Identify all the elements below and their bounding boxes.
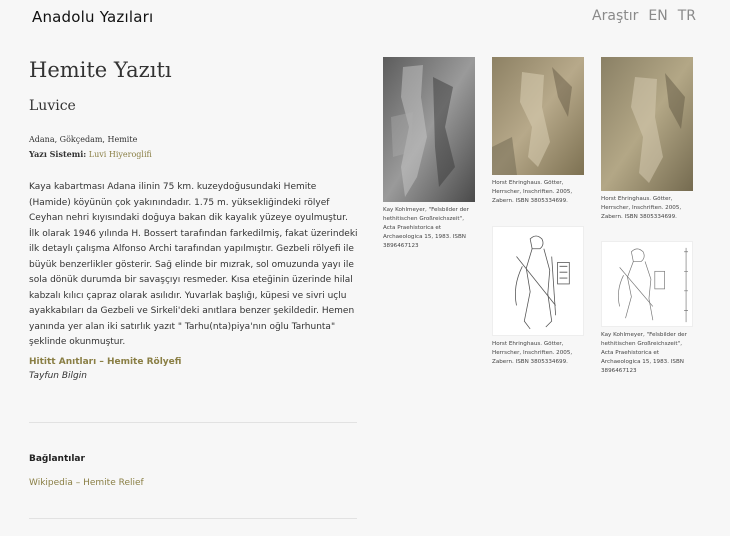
relief-drawing[interactable] [492, 226, 584, 336]
gallery-item[interactable] [383, 57, 478, 251]
top-bar [0, 0, 730, 36]
wikipedia-link[interactable]: Wikipedia – Hemite Relief [29, 478, 144, 488]
gallery-item[interactable] [492, 57, 587, 206]
content-column [29, 58, 359, 488]
gallery-item[interactable] [601, 241, 696, 376]
script-line [29, 147, 359, 162]
image-caption: Kay Kohlmeyer, "Felsbilder der hethitischen Großreichszeit", Acta Praehistorica et Archaeologica 15, 1983. ISBN 3896467123 [601, 332, 687, 374]
divider [29, 518, 357, 519]
image-caption: Horst Ehringhaus. Götter, Herrscher, Inschriften. 2005, Zabern. ISBN 3805334699. [601, 196, 682, 220]
script-link[interactable]: Luvi Hiyeroglifi [88, 150, 152, 159]
script-label: Yazı Sistemi: [29, 149, 87, 159]
location-text: Adana, Gökçedam, Hemite [29, 135, 138, 144]
page-title: Hemite Yazıtı [29, 58, 172, 82]
image-caption: Horst Ehringhaus. Götter, Herrscher, Inschriften. 2005, Zabern. ISBN 3805334699. [492, 341, 573, 365]
language-label: Luvice [29, 98, 76, 114]
author-name: Tayfun Bilgin [29, 370, 87, 381]
divider [29, 422, 357, 423]
meta-block [29, 133, 359, 162]
relief-drawing[interactable] [601, 241, 693, 327]
reference-link[interactable]: Hititt Anıtları – Hemite Rölyefi [29, 356, 182, 367]
lang-tr-link[interactable]: TR [677, 8, 696, 24]
image-caption: Kay Kohlmeyer, "Felsbilder der hethitischen Großreichszeit", Acta Praehistorica et Archaeologica 15, 1983. ISBN 3896467123 [383, 207, 469, 249]
lang-en-link[interactable]: EN [648, 8, 668, 24]
top-nav [592, 8, 696, 24]
relief-photo-color[interactable] [601, 57, 693, 191]
image-caption: Horst Ehringhaus. Götter, Herrscher, Inschriften. 2005, Zabern. ISBN 3805334699. [492, 180, 573, 204]
links-heading: Bağlantılar [29, 454, 85, 464]
search-link[interactable]: Araştır [592, 8, 639, 24]
gallery-item[interactable] [601, 57, 696, 222]
relief-photo-bw[interactable] [383, 57, 475, 202]
site-title[interactable]: Anadolu Yazıları [32, 8, 154, 26]
gallery-item[interactable] [492, 226, 587, 367]
relief-photo-color[interactable] [492, 57, 584, 175]
description-text: Kaya kabartması Adana ilinin 75 km. kuzeydoğusundaki Hemite (Hamide) köyünün çok yakınındadır. 1.75 m. yüksekliğindeki rölyef Ceyhan nehri kıyısındaki doğuya bakan dik kayalık yüzeye oyulmuştur. İlk olarak 1946 yılında H. Bossert tarafından farkedilmiş, fakat üzerindeki ilk detaylı çalışma Alfonso Archi tarafından yapılmıştır. Gezbeli rölyefi ile büyük benzerlikler gösterir. Sağ elinde bir mızrak, sol omuzunda yayı ile sola dönük durumda bir savaşçıyı resmeder. Kısa eteğinin üzerinde hilal kabzalı kılıcı çapraz olarak asılıdır. Yuvarlak başlığı, küpesi ve sivri uçlu ayakkabıları da Gezbeli ve Sirkeli'deki anıtlara benzer şekildedir. Hemen yanında yer alan iki satırlık yazıt " Tarhu(nta)piya'nın oğlu Tarhunta" şeklinde okunmuştur. [29, 182, 358, 347]
